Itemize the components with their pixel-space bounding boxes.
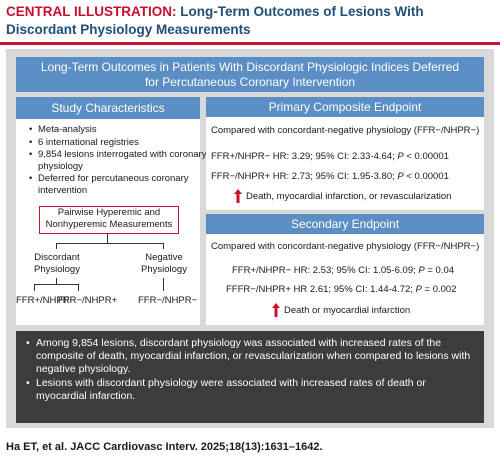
banner-line2: for Percutaneous Coronary Intervention [144,75,356,89]
primary-panel [206,97,484,210]
header-title-part2: Discordant Physiology Measurements [6,22,251,37]
tree-connector [163,278,164,291]
pairwise-box [39,206,179,234]
summary-bullet: • Among 9,854 lesions, discordant physiology was associated with increased rates of the composite of death, myocardial infarction, or revascularization when compared to lesions with negative physiology. [36,337,474,376]
tree-connector [34,284,78,285]
study-bullet: • Meta-analysis [38,124,208,136]
secondary-row1 [232,265,454,276]
secondary-row1-label: FFR+/NHPR− HR: 2.53; 95% CI: 1.05-6.09; [232,265,419,276]
primary-row2-p: P [397,171,404,182]
leaf-ffr-pos-nhpr-neg: FFR+/NHPR− [16,295,76,306]
study-title: Study Characteristics [16,97,200,119]
tree-connector [56,243,163,244]
primary-row1 [211,151,449,162]
summary-box [16,331,484,423]
primary-row1-label: FFR+/NHPR− HR: 3.29; 95% CI: 2.33-4.64; [211,151,398,162]
negative-line1: Negative [145,252,183,263]
tree-connector [163,243,164,249]
study-bullets [26,124,208,197]
study-bullet: • 6 international registries [38,137,208,149]
banner-line1: Long-Term Outcomes in Patients With Discordant Physiologic Indices Deferred [40,60,460,74]
tree-connector [107,233,108,243]
primary-row1-p: P [397,151,404,162]
secondary-outcome: Death or myocardial infarction [284,305,411,316]
secondary-row1-p: P [418,265,425,276]
tree-connector [34,284,35,291]
secondary-row1-value: = 0.04 [424,265,455,276]
header-title-part1: Long-Term Outcomes of Lesions With [180,4,424,19]
primary-row2-value: < 0.00001 [403,171,449,182]
primary-title: Primary Composite Endpoint [206,97,484,117]
study-bullet: • Deferred for percutaneous coronary intervention [38,173,208,196]
secondary-row2-p: P [415,284,422,295]
header-divider [0,42,500,45]
primary-compare: Compared with concordant-negative physiology (FFR−/NHPR−) [211,125,480,136]
leaf-ffr-neg-nhpr-neg: FFR−/NHPR− [138,295,198,306]
up-arrow-icon [234,189,242,203]
header-title-line1 [6,4,424,19]
tree-connector [56,243,57,249]
discordant-line1: Discordant [34,252,80,263]
pairwise-line1: Pairwise Hyperemic and [57,207,161,218]
tree-connector [78,284,79,291]
primary-row2-label: FFR−/NHPR+ HR: 2.73; 95% CI: 1.95-3.80; [211,171,398,182]
discordant-label [26,252,88,275]
secondary-title: Secondary Endpoint [206,214,484,234]
summary-list [16,331,484,403]
leaf-ffr-neg-nhpr-pos: FFR−/NHPR+ [58,295,118,306]
secondary-compare: Compared with concordant-negative physiology (FFR−/NHPR−) [211,241,480,252]
header-label: CENTRAL ILLUSTRATION: [6,4,177,19]
secondary-row2-label: FFFR−/NHPR+ HR 2.61; 95% CI: 1.44-4.72; [226,284,416,295]
summary-bullet: • Lesions with discordant physiology were associated with increased rates of death or myocardial infarction. [36,377,474,403]
negative-label [133,252,195,275]
up-arrow-icon [272,303,280,317]
negative-line2: Physiology [141,263,187,275]
header [0,0,500,56]
banner [16,57,484,92]
secondary-panel [206,214,484,325]
primary-outcome: Death, myocardial infarction, or revascularization [246,191,452,202]
citation: Ha ET, et al. JACC Cardiovasc Interv. 2025;18(13):1631–1642. [6,441,323,453]
secondary-row2-value: = 0.002 [421,284,457,295]
primary-row2 [211,171,449,182]
primary-row1-value: < 0.00001 [403,151,449,162]
pairwise-line2: Nonhyperemic Measurements [45,218,173,230]
study-panel [16,97,207,325]
discordant-line2: Physiology [34,263,80,275]
secondary-row2 [226,284,457,295]
study-bullet: • 9,854 lesions interrogated with coronary physiology [38,149,208,172]
